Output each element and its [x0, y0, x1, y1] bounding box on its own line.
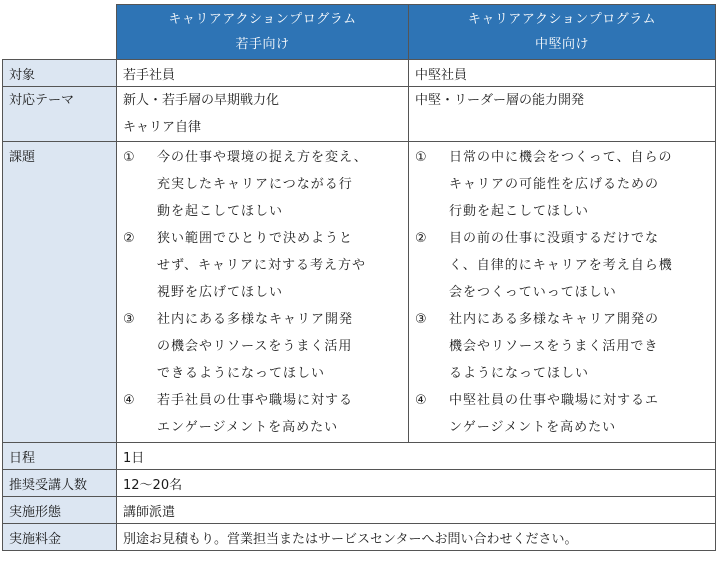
header-mid-subtitle: 中堅向け	[534, 37, 589, 52]
issue-line: 日常の中に機会をつくって、自らの	[449, 150, 673, 165]
cell-value: 別途お見積もり。営業担当またはサービスセンターへお問い合わせください。	[117, 524, 716, 551]
issue-item	[123, 306, 408, 387]
issue-line: 目の前の仕事に没頭するだけでな	[449, 231, 660, 246]
row-target	[3, 60, 716, 87]
issue-line: できるようになってほしい	[157, 366, 326, 381]
issue-number: ③	[415, 312, 427, 327]
issue-line: の機会やリソースをうまく活用	[157, 339, 353, 354]
row-label: 日程	[3, 443, 117, 470]
cell-value: 講師派遣	[117, 497, 716, 524]
header-young	[117, 5, 409, 60]
row-label: 対応テーマ	[9, 93, 75, 108]
issue-line: 行動を起こしてほしい	[449, 204, 590, 219]
header-mid-title: キャリアアクションプログラム	[467, 12, 657, 27]
issue-line: 中堅社員の仕事や職場に対するエ	[449, 393, 660, 408]
issue-item	[415, 306, 715, 387]
cell-young: 若手社員	[117, 60, 409, 87]
issue-line: 社内にある多様なキャリア開発の	[449, 312, 660, 327]
cell-value: 1日	[117, 443, 716, 470]
header-row	[3, 5, 716, 60]
issue-line: 若手社員の仕事や職場に対する	[157, 393, 354, 408]
header-young-title: キャリアアクションプログラム	[168, 12, 357, 27]
issue-number: ③	[123, 312, 135, 327]
cell-value: 12～20名	[117, 470, 716, 497]
issue-line: 今の仕事や環境の捉え方を変え、	[157, 150, 368, 165]
row-label: 推奨受講人数	[3, 470, 117, 497]
row-issues	[3, 142, 716, 443]
issue-item	[123, 387, 408, 441]
row-format	[3, 497, 716, 524]
issue-line: く、自律的にキャリアを考え自ら機	[449, 258, 673, 273]
issue-item	[415, 387, 715, 441]
issues-young	[117, 142, 409, 443]
issue-line: 会をつくっていってほしい	[449, 285, 617, 300]
row-schedule	[3, 443, 716, 470]
theme-young-line: 新人・若手層の早期戦力化	[123, 93, 280, 108]
issue-number: ④	[123, 393, 135, 408]
issue-item	[415, 144, 715, 225]
issue-line: 充実したキャリアにつながる行	[157, 177, 353, 192]
issues-mid	[409, 142, 716, 443]
program-comparison-table-wrapper	[2, 4, 715, 570]
header-mid	[409, 5, 716, 60]
issue-line: 機会やリソースをうまく活用でき	[449, 339, 659, 354]
row-participants	[3, 470, 716, 497]
theme-mid-line: 中堅・リーダー層の能力開発	[415, 93, 585, 108]
issue-number: ①	[415, 150, 427, 165]
theme-young-line: キャリア自律	[123, 120, 202, 135]
issue-line: キャリアの可能性を広げるための	[449, 177, 660, 192]
issue-line: エンゲージメントを高めたい	[157, 420, 339, 435]
cell-mid: 中堅社員	[409, 60, 716, 87]
issue-line: せず、キャリアに対する考え方や	[157, 258, 366, 273]
row-label: 対象	[3, 60, 117, 87]
issue-line: 社内にある多様なキャリア開発	[157, 312, 354, 327]
program-comparison-table	[2, 4, 716, 551]
issue-line: ンゲージメントを高めたい	[449, 420, 617, 435]
row-label: 課題	[9, 150, 36, 165]
issue-item	[123, 144, 408, 225]
issue-number: ①	[123, 150, 135, 165]
row-label: 実施形態	[3, 497, 117, 524]
issue-line: 視野を広げてほしい	[157, 285, 284, 300]
issue-line: るようになってほしい	[449, 366, 590, 381]
header-young-subtitle: 若手向け	[235, 37, 290, 52]
issue-line: 動を起こしてほしい	[157, 204, 284, 219]
row-theme	[3, 87, 716, 142]
row-label: 実施料金	[3, 524, 117, 551]
issue-number: ②	[123, 231, 135, 246]
issue-item	[415, 225, 715, 306]
issue-item	[123, 225, 408, 306]
issue-number: ④	[415, 393, 427, 408]
row-fee	[3, 524, 716, 551]
header-corner	[3, 5, 117, 60]
issue-line: 狭い範囲でひとりで決めようと	[157, 231, 354, 246]
issue-number: ②	[415, 231, 427, 246]
